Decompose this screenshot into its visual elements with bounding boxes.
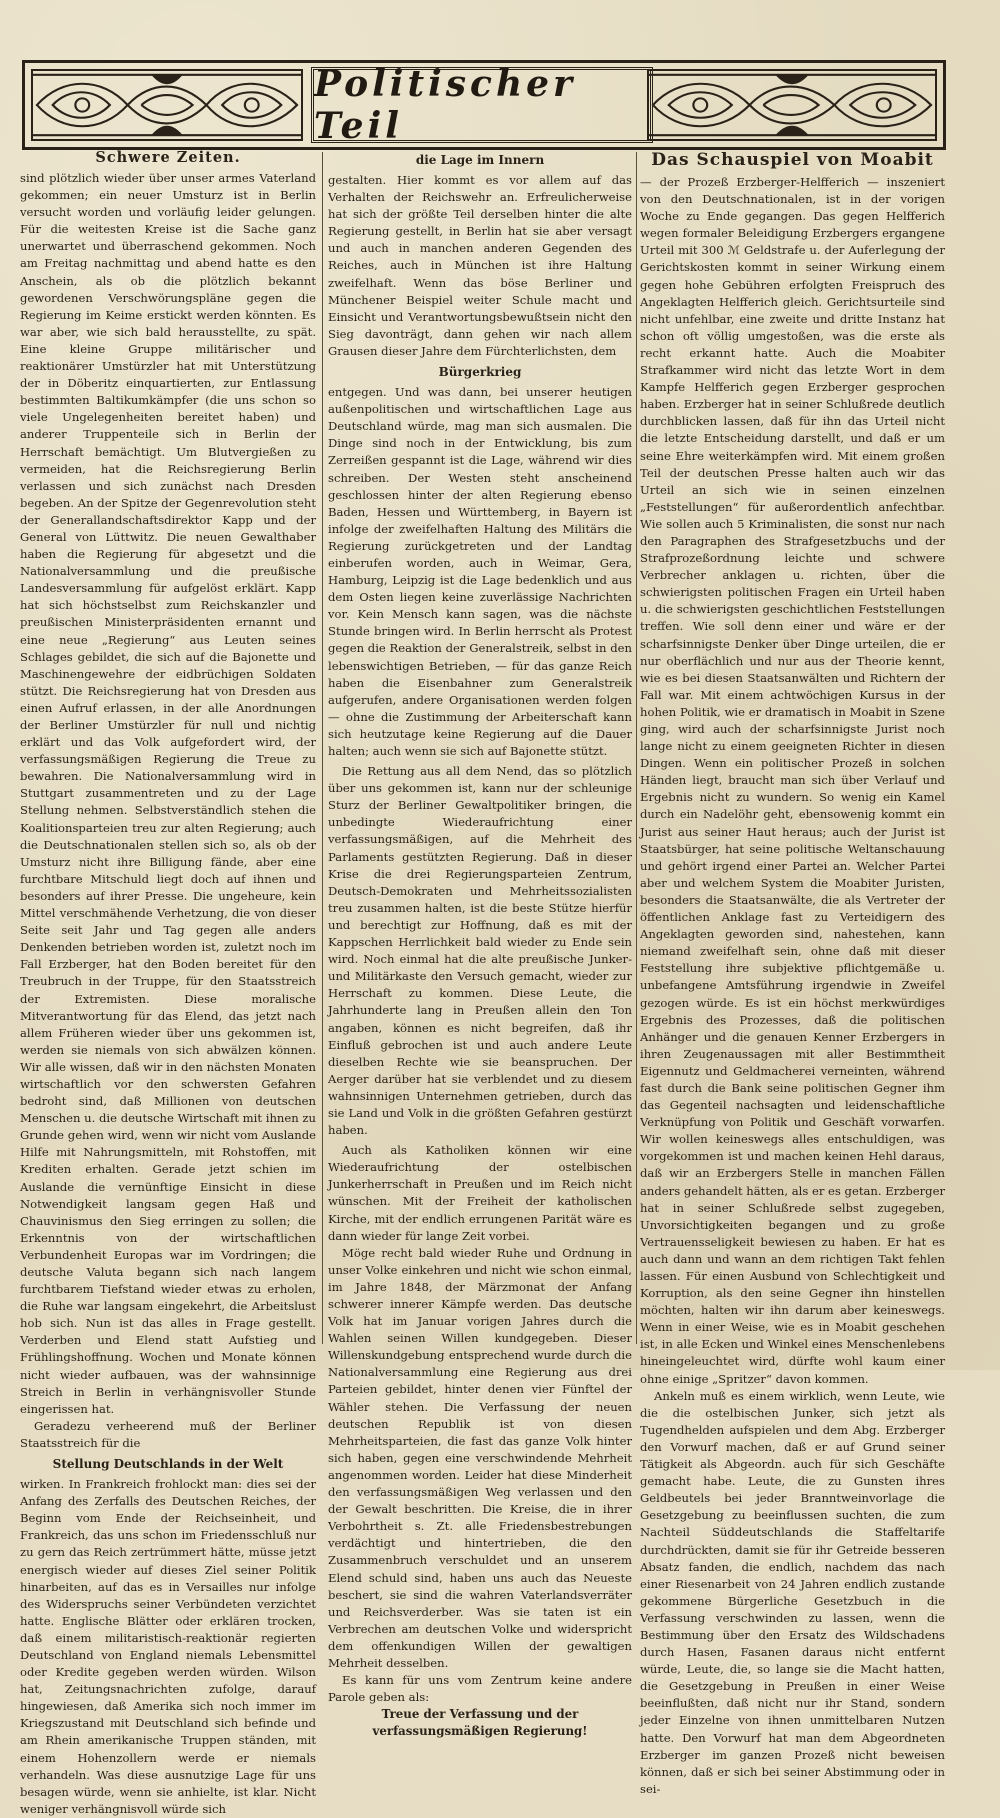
article-paragraph: Ankeln muß es einem wirklich, wenn Leute, wie die die ostelbischen Junker, sich jetzt als Tugendhelden aufspielen und dem Abg. Erzberger den Vorwurf machen, daß er auf Grund seiner Tätigkeit als Abgeordn. auch für sich Geschäfte gemacht habe. Leute, die zu Gunsten ihres Geldbeutels bei jeder Branntweinvorlage die Gesetzgebung zu beeinflussen suchten, die zum Nachteil Süddeutschlands die Staffeltarife durchdrückten, damit sie für ihr Getreide besseren Absatz fanden, die endlich, nachdem das nach einer Riesenarbeit von 24 Jahren endlich zustande gekommene Bürgerliche Gesetzbuch in die Verfassung verschwinden zu lassen, wenn die Bestimmung über den Ersatz des Wildschadens durch Hasen, Fasanen daraus nicht entfernt würde, Leute, die, so lange sie die Macht hatten, die Gesetzgebung in Preußen in einer Weise beeinflußten, daß nicht nur ihr Stand, sondern jeder Einzelne von ihnen unmittelbaren Nutzen hatte. Den Vorwurf hat man dem Abgeordneten Erzberger im ganzen Prozeß nicht beweisen können, daß er sich bei seiner Abstimmung oder in sei- [640, 1388, 945, 1796]
column-rule-2 [636, 152, 637, 1344]
article-paragraph: sind plötzlich wieder über unser armes Vaterland gekommen; ein neuer Umsturz ist in Berlin versucht worden und vorläufig leider gelungen. Für die weitesten Kreise ist die Sache ganz unerwartet und überraschend gekommen. Noch am Freitag nachmittag und abend hatte es den Anschein, als ob die plötzlich bekannt gewordenen Verschwörungspläne gegen die Regierung im Keime erstickt werden könnten. Es war aber, wie sich bald herausstellte, zu spät. Eine kleine Gruppe militärischer und reaktionärer Umstürzler hat mit Unterstützung der in Döberitz einquartierten, zur Entlassung bestimmten Baltikumkämpfer (die uns schon so viele Ungelegenheiten bereitet haben) und anderer Truppenteile sich in Berlin der Herrschaft bemächtigt. Um Blutvergießen zu vermeiden, hat die Reichsregierung Berlin verlassen und sich zunächst nach Dresden begeben. An der Spitze der Gegenrevolution steht der Generallandschaftsdirektor Kapp und der General von Lüttwitz. Die neuen Gewalthaber haben die Regierung für abgesetzt und die Nationalversammlung und die preußische Landesversammlung für aufgelöst erklärt. Kapp hat sich höchstselbst zum Reichskanzler und preußischen Ministerpräsidenten ernannt und eine neue „Regierung“ aus Leuten seines Schlages gebildet, die sich auf die Bajonette und Maschinengewehre der eidbrüchigen Soldaten stützt. Die Reichsregierung hat von Dresden aus einen Aufruf erlassen, in der alle Anordnungen der Berliner Umstürzler für null und nichtig erklärt und das Volk aufgefordert wird, der verfassungsmäßigen Regierung die Treue zu bewahren. Die Nationalversammlung wird in Stuttgart zusammentreten und zu der Lage Stellung nehmen. Selbstverständlich stehen die Koalitionsparteien treu zur alten Regierung; auch die Deutschnationalen stellen sich so, als ob der Umsturz nicht ihre Billigung fände, aber eine furchtbare Mitschuld liegt doch auf ihnen und besonders auf ihrer Presse. Die ungeheure, kein Mittel verschmähende Verhetzung, die von dieser Seite seit Jahr und Tag gegen alle anders Denkenden betrieben worden ist, zuletzt noch im Fall Erzberger, hat den Boden bereitet für den Treubruch in der Truppe, für den Staatsstreich der Extremisten. Diese moralische Mitverantwortung für das Elend, das jetzt nach allem Früheren wieder über uns gekommen ist, werden sie niemals von sich abwälzen können. Wir alle wissen, daß wir in den nächsten Monaten wirtschaftlich vor den schwersten Gefahren bedroht sind, daß Millionen von deutschen Menschen u. die deutsche Wirtschaft mit ihnen zu Grunde gehen wird, wenn wir nicht vom Auslande Hilfe mit Nahrungsmitteln, mit Rohstoffen, mit Krediten erhalten. Gerade jetzt schien im Auslande die vernünftige Einsicht in diese Notwendigkeit langsam gegen Haß und Chauvinismus den Sieg erringen zu sollen; die Erkenntnis von der wirtschaftlichen Verbundenheit Europas war im Vordringen; die deutsche Valuta begann sich nach langem furchtbarem Tiefstand wieder etwas zu erholen, die Ruhe war langsam eingekehrt, die Arbeitslust hob sich. Nun ist das alles in Frage gestellt. Verderben und Elend statt Aufstieg und Frühlingshoffnung. Wochen und Monate können nicht wieder aufbauen, was der wahnsinnige Streich in Berlin in verhängnisvoller Stunde eingerissen hat. [20, 171, 316, 1416]
article-paragraph: Die Rettung aus all dem Nend, das so plötzlich über uns gekommen ist, kann nur der schleunige Sturz der Berliner Gewaltpolitiker bringen, die unbedingte Wiederaufrichtung einer verfassungsmäßigen, auf die Mehrheit des Parlaments gestützten Regierung. Daß in dieser Krise die drei Regierungsparteien Zentrum, Deutsch-Demokraten und Mehrheitssozialisten treu zusammen halten, ist die beste Stütze hierfür und berechtigt zur Hoffnung, daß es mit der Kappschen Herrlichkeit bald wieder zu Ende sein wird. Noch einmal hat die alte preußische Junker- und Militärkaste den Versuch gemacht, wieder zur Herrschaft zu kommen. Diese Leute, die Jahrhunderte lang in Preußen allein den Ton angaben, können es nicht begreifen, daß ihr Einfluß gebrochen ist und auch andere Leute dieselben Rechte wie sie beanspruchen. Der Aerger darüber hat sie verblendet und zu diesem wahnsinnigen Unternehmen getrieben, durch das sie Land und Volk in die größten Gefahren gestürzt haben. [328, 764, 632, 1138]
article-paragraph: — der Prozeß Erzberger-Helfferich — inszeniert von den Deutschnationalen, ist in der vorigen Woche zu Ende gegangen. Das gegen Helfferich wegen formaler Beleidigung Erzbergers ergangene Urteil mit 300 ℳ Geldstrafe u. der Auferlegung der Gerichtskosten kommt in seiner Wirkung einem gegen hohe Gebühren erfolgten Freispruch des Angeklagten Helfferich gleich. Gerichtsurteile sind nicht unfehlbar, eine zweite und dritte Instanz hat schon oft völlig umgestoßen, was die erste als recht erkannt hatte. Auch die Moabiter Strafkammer wird nicht das letzte Wort in dem Kampfe Helfferich gegen Erzberger gesprochen haben. Erzberger hat in seiner Schlußrede deutlich durchblicken lassen, daß für ihn das Urteil nicht die letzte Entscheidung darstellt, und daß er um seine Ehre weiterkämpfen wird. Mit einem großen Teil der deutschen Presse halten auch wir das Urteil an sich wie in seinen einzelnen „Feststellungen“ für außerordentlich anfechtbar. Wie sollen auch 5 Kriminalisten, die sonst nur nach den Paragraphen des Strafgesetzbuchs und der Strafprozeßordnung leichte und schwere Verbrecher anklagen u. richten, über die schwierigsten politischen Fragen ein Urteil haben u. die schwierigsten geschichtlichen Feststellungen treffen. Wie soll denn einer und wäre er der scharfsinnigste Denker über Dinge urteilen, die er nur oberflächlich und nur aus der Theorie kennt, wie es bei diesen Staatsanwälten und Richtern der Fall war. Mit einem achtwöchigen Kursus in der hohen Politik, wie er dramatisch in Moabit in Szene ging, wird auch der scharfsinnigste Jurist noch lange nicht zu einem geeigneten Richter in diesen Dingen. Wenn ein politischer Prozeß in solchen Händen liegt, braucht man sich über Verlauf und Ergebnis nicht zu wundern. So wenig ein Kamel durch ein Nadelöhr geht, ebensowenig kommt ein Jurist aus seiner Haut heraus; auch der Jurist ist Staatsbürger, hat seine politische Weltanschauung und gehört irgend einer Partei an. Welcher Partei aber und welchem System die Moabiter Juristen, besonders die Staatsanwälte, die als Vertreter der öffentlichen Anklage fast zu Verteidigern des Angeklagten geworden sind, nahestehen, kann niemand zweifelhaft sein, ohne daß mit dieser Feststellung ihre subjektive pflichtgemäße u. unbefangene Amtsführung irgendwie in Zweifel gezogen würde. Es ist ein höchst merkwürdiges Ergebnis des Prozesses, daß die politischen Anhänger und die genauen Kenner Erzbergers in ihren Zeugenaussagen mit aller Bestimmtheit Eigennutz und Geldmacherei verneinten, während fast durch die Bank seine politischen Gegner ihm das Gegenteil nachsagten und leidenschaftliche Verknüpfung von Politik und Geschäft vorwarfen. Wir wollen keineswegs alles entschuldigen, was vorgekommen ist und machen keinen Hehl daraus, daß wir an Erzbergers Stelle in manchen Fällen anders gehandelt hätten, als er es getan. Erzberger hat in seiner Schlußrede selbst zugegeben, Unvorsichtigkeiten begangen und zu große Vertrauensseligkeit bewiesen zu haben. Er hat es auch dann und wann an dem richtigen Takt fehlen lassen. Für einen Ausbund von Schlechtigkeit und Korruption, als den seine Gegner ihn hinstellen möchten, halten wir ihn darum aber keineswegs. Wenn in einer Weise, wie es in Moabit geschehen ist, in alle Ecken und Winkel eines Menschenlebens hineingeleuchtet wird, dürfte wohl kaum einer ohne einige „Spritzer“ davon kommen. [640, 175, 945, 1386]
ornament-right-icon [647, 69, 937, 141]
article-paragraph: Geradezu verheerend muß der Berliner Staatsstreich für die [20, 1418, 316, 1450]
section-banner [22, 60, 946, 150]
article-paragraph: wirken. In Frankreich frohlockt man: dies sei der Anfang des Zerfalls des Deutschen Reiches, der Beginn vom Ende der Reichseinheit, und Frankreich, das uns schon im Friedensschluß nur zu gern das Reich zertrümmert hätte, müsse jetzt energisch wieder auf dieses Ziel seiner Politik hinarbeiten, auf das es in Versailles nur infolge des Widerspruchs seiner Verbündeten verzichtet hatte. Englische Blätter oder erklären trocken, daß einem militaristisch-reaktionär regierten Deutschland von England niemals Lebensmittel oder Kredite gegeben werden würden. Wilson hat, Zeitungsnachrichten zufolge, darauf hingewiesen, daß Amerika sich noch immer im Kriegszustand mit Deutschland sich befinde und am Rhein amerikanische Truppen ständen, mit einem Hohenzollern werde er niemals verhandeln. Was diese ausnutzige Lage für uns besagen würde, wenn sie anhielte, ist klar. Nicht weniger verhängnisvoll würde sich [20, 1477, 316, 1816]
article-paragraph: entgegen. Und was dann, bei unserer heutigen außenpolitischen und wirtschaftlichen Lage aus Deutschland würde, mag man sich ausmalen. Die Dinge sind noch in der Entwicklung, bis zum Zerreißen gespannt ist die Lage, während wir dies schreiben. Der Westen steht anscheinend geschlossen hinter der alten Regierung ebenso Baden, Hessen und Württemberg, in Bayern ist infolge der zweifelhaften Haltung des Militärs die Regierung zurückgetreten und der Landtag einberufen worden, auch in Weimar, Gera, Hamburg, Leipzig ist die Lage bedenklich und aus dem Osten liegen keine zuverlässige Nachrichten vor. Kein Mensch kann sagen, was die nächste Stunde bringen wird. In Berlin herrscht als Protest gegen die Reaktion der Generalstreik, selbst in den lebenswichtigen Betrieben, — für das ganze Reich haben die Eisenbahner zum Generalstreik aufgerufen, andere Organisationen werden folgen — ohne die Zustimmung der Arbeiterschaft kann sich heutzutage keine Regierung auf die Dauer halten; auch wenn sie sich auf Bajonette stützt. [328, 385, 632, 758]
article-closing-line: Treue der Verfassung und der verfassungsmäßigen Regierung! [372, 1707, 588, 1739]
article-paragraph: gestalten. Hier kommt es vor allem auf das Verhalten der Reichswehr an. Erfreulicherweise hat sich der größte Teil derselben hinter die alte Regierung gestellt, in Berlin hat sie aber versagt und auch in manchen anderen Gegenden des Reiches, auch in München ist ihre Haltung zweifelhaft. Wenn das böse Berliner und Münchener Beispiel weiter Schule macht und Einsicht und Verantwortungsbewußtsein nicht den Sieg davonträgt, dann gehen wir nach allem Grausen dieser Jahre dem Fürchterlichsten, dem [328, 173, 632, 358]
article-paragraph: Es kann für uns vom Zentrum keine andere Parole geben als: [328, 1673, 632, 1705]
article-paragraph: Möge recht bald wieder Ruhe und Ordnung in unser Volke einkehren und nicht wie schon einmal, im Jahre 1848, der Märzmonat der Anfang schwerer innerer Kämpfe werden. Das deutsche Volk hat im Januar vorigen Jahres durch die Wahlen seinen Willen kundgegeben. Dieser Willenskundgebung entsprechend wurde durch die Nationalversammlung eine Regierung aus drei Parteien gebildet, hinter denen vier Fünftel der Wähler stehen. Die Verfassung der neuen deutschen Republik ist von diesen Mehrheitsparteien, die fast das ganze Volk hinter sich haben, gegen eine verschwindende Mehrheit angenommen worden. Leider hat diese Minderheit den verfassungsmäßigen Weg verlassen und den der Gewalt beschritten. Die Kreise, die in ihrer Verbohrtheit s. Zt. alle Friedensbestrebungen verdächtigt und hintertrieben, die den Zusammenbruch verschuldet und an unserem Elend schuld sind, haben uns auch das Neueste beschert, sie sind die wahren Vaterlandsverräter und Reichsverderber. Was sie taten ist ein Verbrechen am deutschen Volke und widerspricht dem offenkundigen Willen der gewaltigen Mehrheit desselben. [328, 1245, 632, 1670]
article-schwere-zeiten [20, 148, 316, 1816]
article-schauspiel-von-moabit [640, 148, 945, 1796]
article-lage-im-innern [328, 148, 632, 1739]
column-rule-1 [322, 152, 323, 1344]
article-paragraph: Auch als Katholiken können wir eine Wiederaufrichtung der ostelbischen Junkerherrschaft in Preußen und im Reich nicht wünschen. Mit der Freiheit der katholischen Kirche, mit der endlich errungenen Parität wäre es dann wieder für lange Zeit vorbei. [328, 1143, 632, 1243]
article-subheading: die Lage im Innern [415, 153, 545, 167]
ornament-left-icon [31, 69, 303, 141]
section-title: Politischer Teil [314, 63, 577, 147]
article-subheading: Stellung Deutschlands in der Welt [52, 1457, 284, 1472]
article-subheading: Bürgerkrieg [438, 365, 522, 380]
article-title: Schwere Zeiten. [95, 149, 241, 166]
article-title: Das Schauspiel von Moabit [651, 150, 934, 170]
section-title-box [311, 63, 653, 147]
